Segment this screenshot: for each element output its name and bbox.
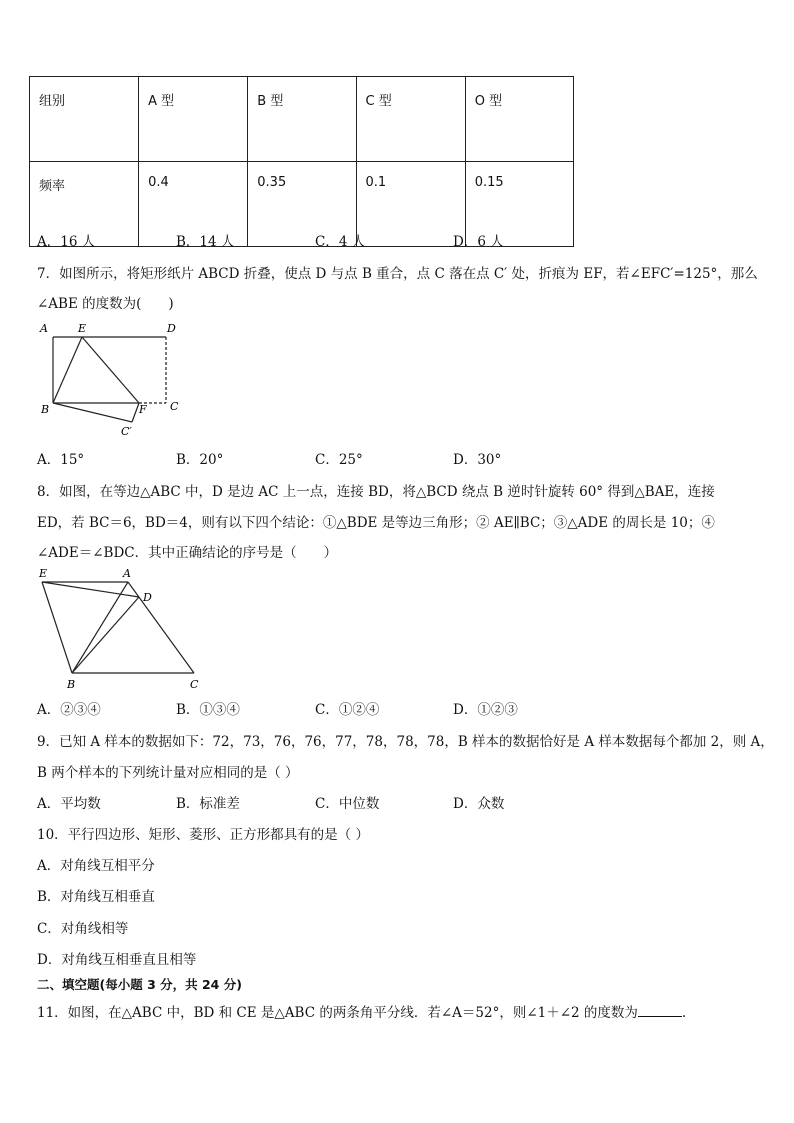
q6-option-b: B．14 人 — [176, 234, 235, 250]
q8-edge-ac — [128, 582, 194, 673]
q7-edge-ef — [82, 337, 139, 403]
q7-label-c: C — [170, 400, 179, 413]
q8-edge-ba — [72, 582, 128, 673]
answer-blank — [638, 1004, 682, 1017]
q8-option-a: A．②③④ — [37, 702, 101, 718]
q7-text-line1: 7．如图所示，将矩形纸片 ABCD 折叠，使点 D 与点 B 重合，点 C 落在点 C′ 处，折痕为 EF，若∠EFC′=125°，那么 — [37, 266, 758, 282]
q7-label-e: E — [78, 322, 87, 335]
q8-label-b: B — [67, 678, 76, 691]
q9-option-b: B．标准差 — [176, 796, 240, 812]
q10-option-c: C．对角线相等 — [37, 921, 129, 937]
q7-option-d: D．30° — [453, 452, 502, 468]
table-cell: 频率 — [30, 162, 139, 247]
q6-option-a: A．16 人 — [37, 234, 96, 250]
q7-option-a: A．15° — [37, 452, 85, 468]
q7-edge-be — [53, 337, 82, 403]
q9-text-line1: 9．已知 A 样本的数据如下：72，73，76，76，77，78，78，78，B 样本的数据恰好是 A 样本数据每个都加 2，则 A， — [37, 734, 774, 750]
q7-label-a: A — [40, 322, 48, 335]
q11-text — [37, 1001, 686, 1021]
q10-option-d: D．对角线互相垂直且相等 — [37, 952, 197, 968]
q8-edge-bd — [72, 597, 139, 673]
table-cell: 0.4 — [139, 162, 248, 247]
q9-text-line2: B 两个样本的下列统计量对应相同的是（ ） — [37, 765, 299, 781]
q10-text: 10．平行四边形、矩形、菱形、正方形都具有的是（ ） — [37, 827, 369, 843]
q8-option-d: D．①②③ — [453, 702, 518, 718]
q10-option-b: B．对角线互相垂直 — [37, 889, 155, 905]
q8-edge-ed — [42, 582, 139, 597]
table-cell: 0.35 — [248, 162, 356, 247]
q10-option-a: A．对角线互相平分 — [37, 858, 155, 874]
table-cell: A 型 — [139, 77, 248, 162]
table-cell: 0.15 — [465, 162, 573, 247]
q7-label-d: D — [167, 322, 176, 335]
frequency-table — [29, 76, 574, 247]
q9-option-c: C．中位数 — [315, 796, 380, 812]
q7-option-b: B．20° — [176, 452, 224, 468]
q6-option-c: C．4 人 — [315, 234, 366, 250]
q7-text-line2: ∠ABE 的度数为( ) — [37, 296, 174, 312]
q7-label-b: B — [41, 403, 50, 416]
q8-option-c: C．①②④ — [315, 702, 380, 718]
table-cell: C 型 — [356, 77, 465, 162]
q9-option-a: A．平均数 — [37, 796, 101, 812]
q9-option-d: D．众数 — [453, 796, 505, 812]
q8-edge-eb — [42, 582, 72, 673]
q8-label-d: D — [143, 591, 152, 604]
q8-label-e: E — [39, 567, 48, 580]
q7-figure — [36, 320, 186, 442]
q11-question: 11．如图，在△ABC 中，BD 和 CE 是△ABC 的两条角平分线．若∠A＝52°，则∠1＋∠2 的度数为 — [37, 1005, 638, 1021]
q8-label-c: C — [190, 678, 199, 691]
q8-option-b: B．①③④ — [176, 702, 240, 718]
q8-text-line1: 8．如图，在等边△ABC 中，D 是边 AC 上一点，连接 BD，将△BCD 绕点 B 逆时针旋转 60° 得到△BAE，连接 — [37, 484, 715, 500]
q8-label-a: A — [123, 567, 131, 580]
table-header-row — [30, 77, 574, 162]
q7-label-c-prime: C′ — [121, 425, 132, 438]
q11-end: . — [681, 1005, 687, 1021]
q8-text-line2: ED，若 BC＝6，BD＝4，则有以下四个结论：①△BDE 是等边三角形；② AE∥BC；③△ADE 的周长是 10；④ — [37, 515, 715, 531]
q7-option-c: C．25° — [315, 452, 363, 468]
q7-label-f: F — [139, 403, 147, 416]
table-cell: B 型 — [248, 77, 356, 162]
q7-edge-c1f — [132, 403, 139, 422]
table-cell: O 型 — [465, 77, 573, 162]
q7-edge-bc1 — [53, 403, 132, 422]
q6-option-d: D．6 人 — [453, 234, 504, 250]
table-cell: 0.1 — [356, 162, 465, 247]
q8-figure — [30, 564, 210, 694]
section-heading: 二、填空题(每小题 3 分，共 24 分) — [37, 977, 242, 992]
q8-text-line3: ∠ADE＝∠BDC．其中正确结论的序号是（ ） — [37, 545, 338, 561]
table-cell: 组别 — [30, 77, 139, 162]
